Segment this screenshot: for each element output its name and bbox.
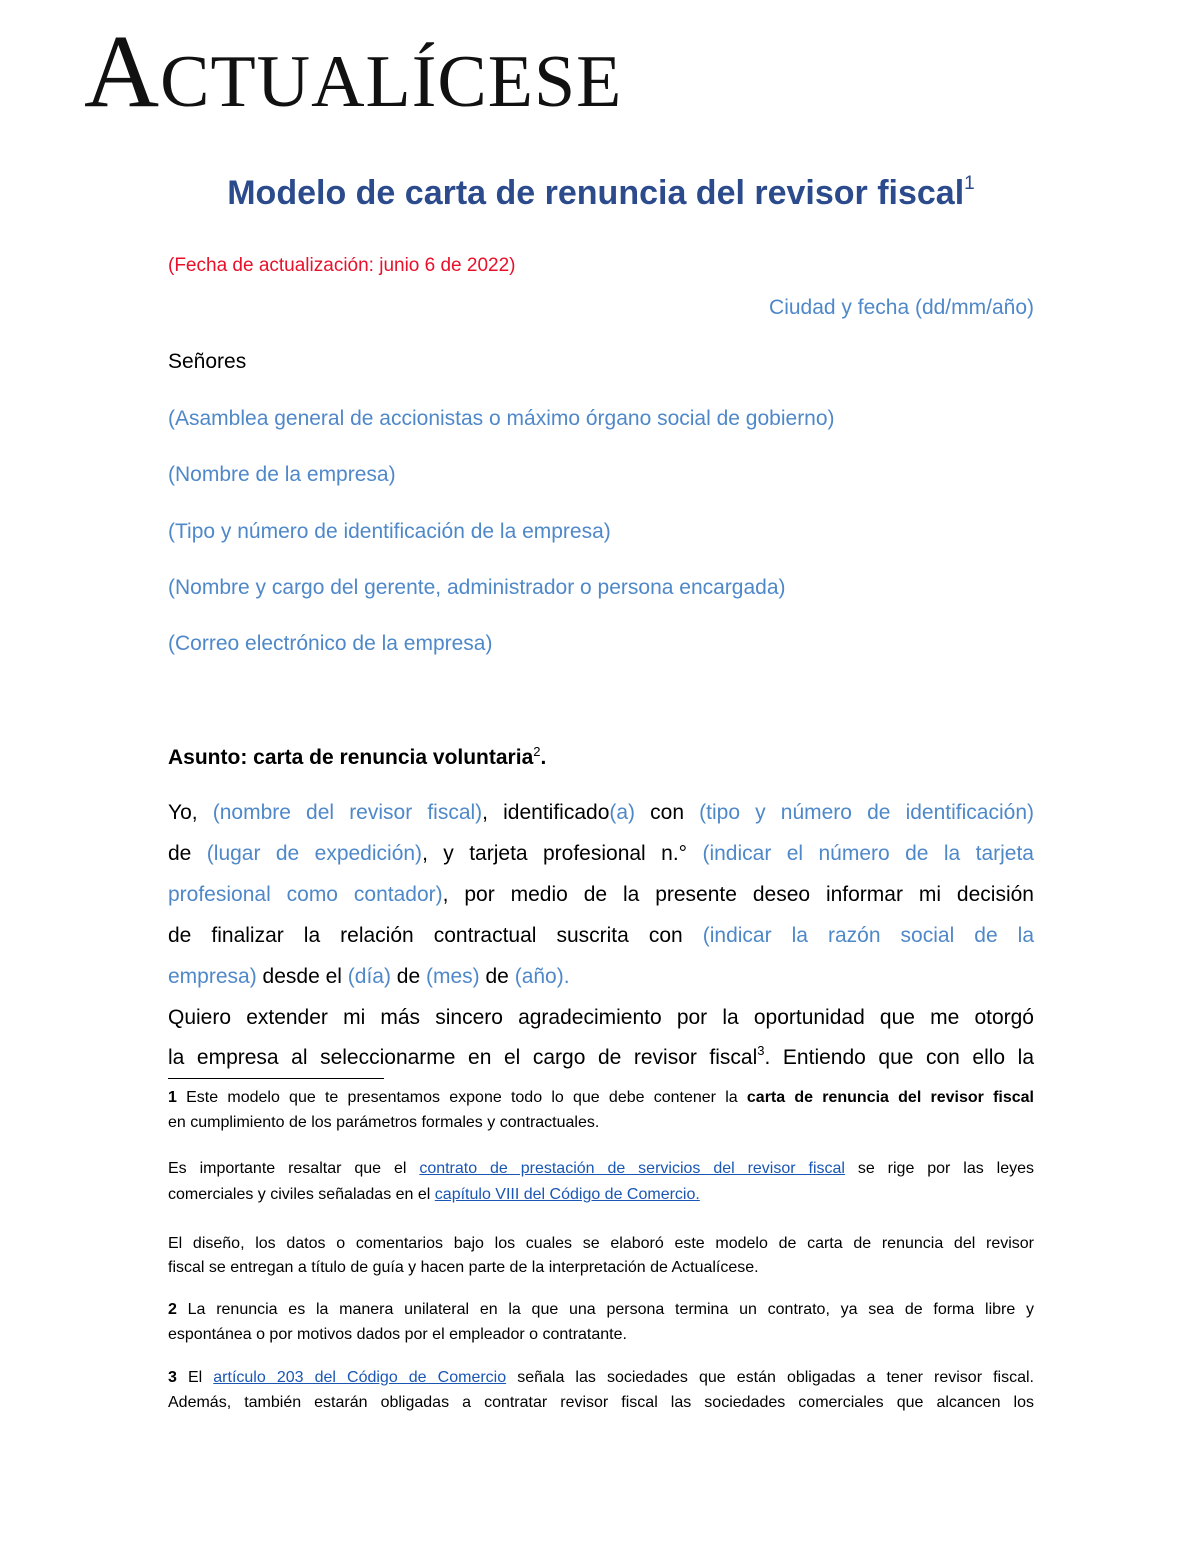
- body-text: Yo,: [168, 801, 213, 824]
- placeholder-text: (lugar de expedición): [206, 842, 423, 865]
- body-text: . Entiendo que con ello la: [764, 1046, 1035, 1069]
- body-text: de: [479, 965, 515, 988]
- placeholder-text: (a): [609, 801, 636, 824]
- footnote-number: 3: [168, 1369, 177, 1386]
- update-date: (Fecha de actualización: junio 6 de 2022): [168, 255, 516, 276]
- footnote-text: El: [176, 1369, 214, 1386]
- footnote-3-line: Además, también estarán obligadas a contratar revisor fiscal las sociedades comerciales que alcancen los: [168, 1394, 1034, 1411]
- body-text: desde el: [256, 965, 348, 988]
- body-line: [168, 921, 1034, 951]
- body-text: de finalizar la relación contractual suscrita con: [168, 924, 703, 947]
- recipient-line: (Nombre de la empresa): [168, 463, 396, 486]
- body-text: la empresa al seleccionarme en el cargo de revisor fiscal: [168, 1046, 758, 1069]
- footnote-number: 2: [168, 1301, 177, 1318]
- footnote-text: comerciales y civiles señaladas en el: [168, 1186, 435, 1203]
- footnote-1-line: [168, 1157, 1034, 1181]
- placeholder-text: (tipo y número de identificación): [699, 801, 1034, 824]
- body-line: [168, 1043, 1034, 1073]
- footnote-ref-3[interactable]: 3: [757, 1043, 765, 1058]
- footnote-1-line: [168, 1183, 1034, 1207]
- footnote-3-line: [168, 1366, 1034, 1390]
- logo-rest: CTUALÍCESE: [160, 41, 623, 123]
- body-text: de: [390, 965, 426, 988]
- footnote-text: señala las sociedades que están obligadas a tener revisor fiscal.: [506, 1369, 1035, 1386]
- title-text: Modelo de carta de renuncia del revisor fiscal: [227, 174, 965, 212]
- body-text: , por medio de la presente deseo informar mi decisión: [442, 883, 1034, 906]
- placeholder-text: (nombre del revisor fiscal): [212, 801, 483, 824]
- body-text: , identificado: [482, 801, 610, 824]
- recipient-line: (Tipo y número de identificación de la empresa): [168, 520, 611, 543]
- placeholder-text: (indicar el número de la tarjeta: [702, 842, 1034, 865]
- placeholder-text: (mes): [426, 965, 480, 988]
- actualicese-logo: [84, 14, 623, 129]
- body-line: [168, 798, 1034, 828]
- footnote-separator: [168, 1078, 384, 1079]
- footnote-2-line: [168, 1298, 1034, 1322]
- footnote-1-line: [168, 1086, 1034, 1110]
- link-contrato-revisor-fiscal[interactable]: contrato de prestación de servicios del revisor fiscal: [419, 1160, 845, 1177]
- subject-text: Asunto: carta de renuncia voluntaria: [168, 746, 534, 769]
- footnote-1-line: El diseño, los datos o comentarios bajo los cuales se elaboró este modelo de carta de renuncia del revisor: [168, 1235, 1034, 1252]
- footnote-text: Es importante resaltar que el: [168, 1160, 420, 1177]
- city-date-placeholder: Ciudad y fecha (dd/mm/año): [769, 296, 1034, 319]
- recipient-line: (Correo electrónico de la empresa): [168, 632, 493, 655]
- placeholder-text: (indicar la razón social de la: [702, 924, 1034, 947]
- logo-first-letter: A: [84, 14, 161, 129]
- subject-end: .: [540, 746, 547, 769]
- footnote-1-line: fiscal se entregan a título de guía y hacen parte de la interpretación de Actualícese.: [168, 1259, 759, 1276]
- footnote-text: La renuncia es la manera unilateral en la que una persona termina un contrato, ya sea de forma libre y: [176, 1301, 1034, 1318]
- footnote-bold-text: carta de renuncia del revisor fiscal: [746, 1089, 1035, 1106]
- placeholder-text: (año): [514, 965, 564, 988]
- body-line: [168, 839, 1034, 869]
- link-capitulo-viii-codigo-comercio[interactable]: capítulo VIII del Código de Comercio.: [434, 1186, 700, 1203]
- subject-line: [168, 746, 546, 770]
- body-line: Quiero extender mi más sincero agradecimiento por la oportunidad que me otorgó: [168, 1006, 1034, 1029]
- footnote-text: se rige por las leyes: [844, 1160, 1035, 1177]
- subject-footnote-ref[interactable]: 2: [533, 744, 541, 759]
- body-text: de: [168, 842, 207, 865]
- body-text: con: [635, 801, 700, 824]
- salutation: Señores: [168, 350, 247, 373]
- body-text: , y tarjeta profesional n.°: [422, 842, 703, 865]
- placeholder-text: profesional como contador): [168, 883, 443, 906]
- recipient-line: (Asamblea general de accionistas o máximo órgano social de gobierno): [168, 407, 835, 430]
- body-line: [168, 962, 1034, 992]
- footnote-number: 1: [168, 1089, 177, 1106]
- footnote-text: Este modelo que te presentamos expone todo lo que debe contener la: [176, 1089, 747, 1106]
- page-title: [168, 174, 1034, 213]
- footnote-1-line: en cumplimiento de los parámetros formales y contractuales.: [168, 1114, 600, 1131]
- body-text: .: [563, 965, 570, 988]
- placeholder-text: empresa): [168, 965, 257, 988]
- footnote-2-line: espontánea o por motivos dados por el empleador o contratante.: [168, 1326, 627, 1343]
- body-line: [168, 880, 1034, 910]
- link-articulo-203-codigo-comercio[interactable]: artículo 203 del Código de Comercio: [213, 1369, 507, 1386]
- title-footnote-ref[interactable]: 1: [964, 173, 975, 194]
- recipient-line: (Nombre y cargo del gerente, administrador o persona encargada): [168, 576, 786, 599]
- placeholder-text: (día): [347, 965, 391, 988]
